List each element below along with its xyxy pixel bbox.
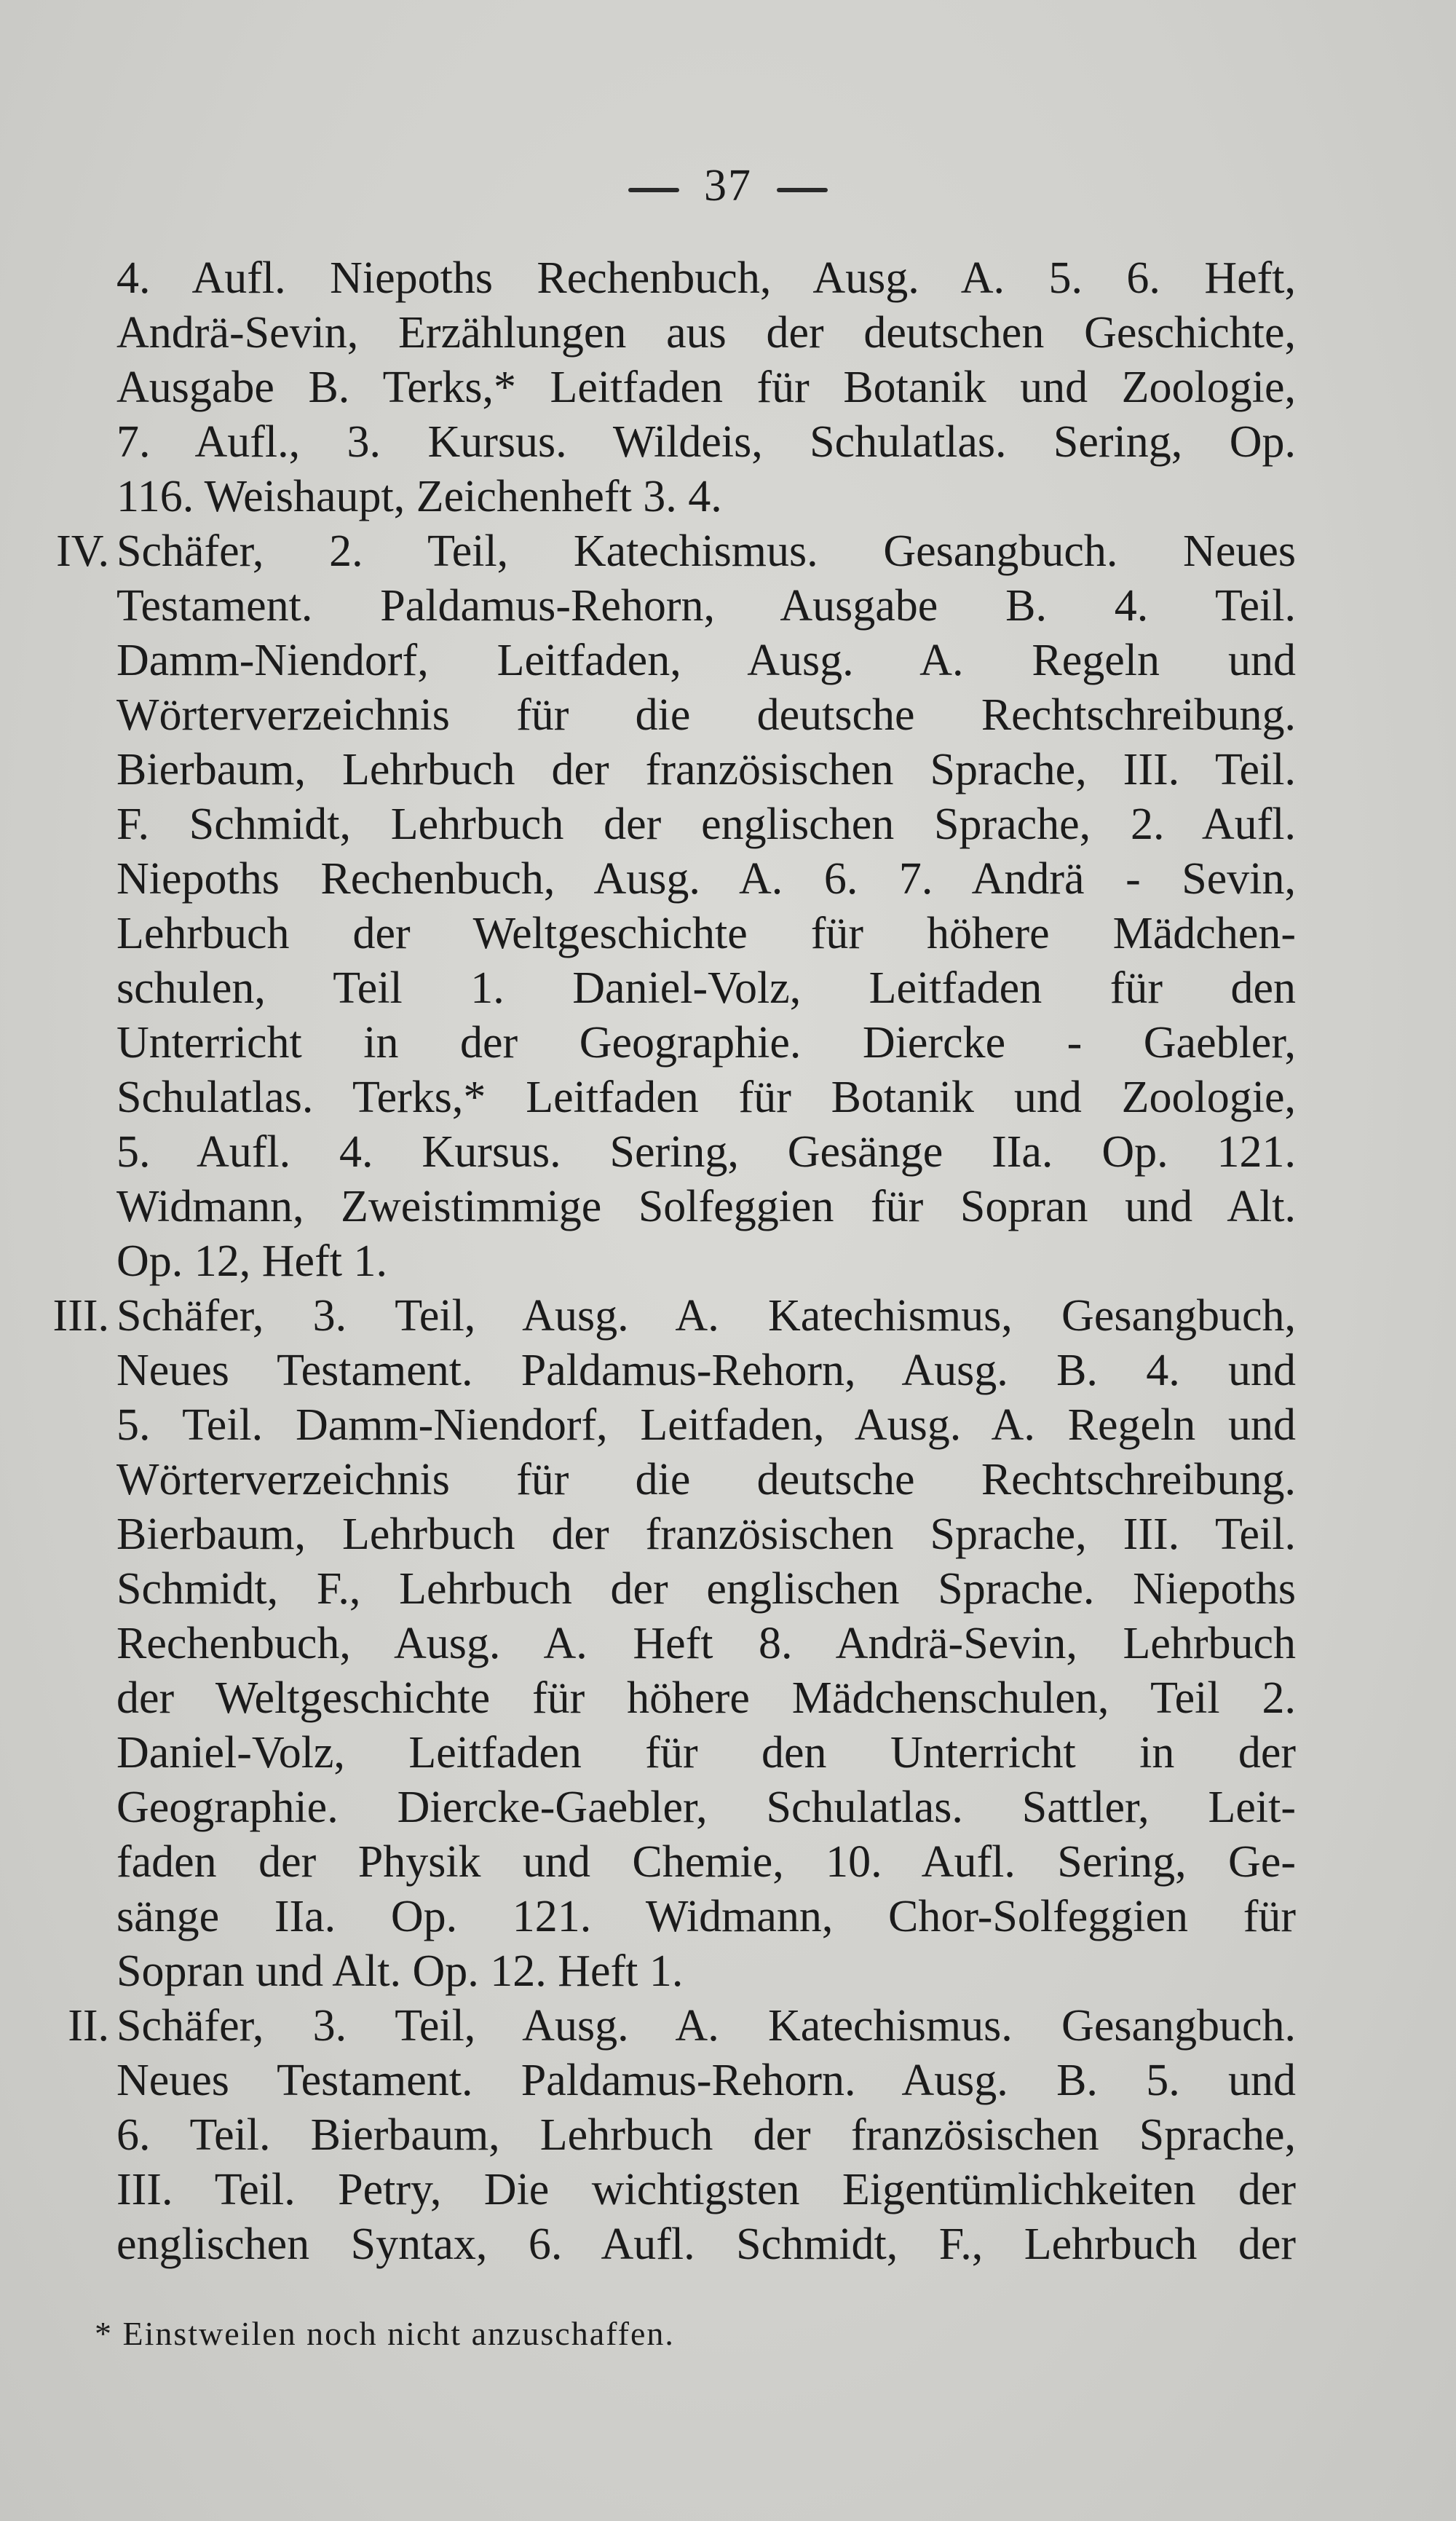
text-line: 6. Teil. Bierbaum, Lehrbuch der französischen Sprache, bbox=[116, 2110, 1296, 2160]
text-row bbox=[116, 360, 1296, 415]
text-line: 4. Aufl. Niepoths Rechenbuch, Ausg. A. 5. 6. Heft, bbox=[116, 253, 1296, 303]
text-row bbox=[116, 688, 1296, 743]
text-line: 7. Aufl., 3. Kursus. Wildeis, Schulatlas. Sering, Op. bbox=[116, 417, 1296, 467]
text-row bbox=[116, 907, 1296, 961]
text-row bbox=[116, 1780, 1296, 1835]
text-row bbox=[116, 1671, 1296, 1726]
text-row bbox=[116, 1890, 1296, 1944]
text-line: 5. Aufl. 4. Kursus. Sering, Gesänge IIa. Op. 121. bbox=[116, 1127, 1296, 1177]
text-line: F. Schmidt, Lehrbuch der englischen Sprache, 2. Aufl. bbox=[116, 800, 1296, 849]
text-line: Andrä-Sevin, Erzählungen aus der deutschen Geschichte, bbox=[116, 308, 1296, 358]
text-line: sänge IIa. Op. 121. Widmann, Chor-Solfeggien für bbox=[116, 1892, 1296, 1941]
text-line: Ausgabe B. Terks,* Leitfaden für Botanik und Zoologie, bbox=[116, 363, 1296, 412]
text-row bbox=[116, 306, 1296, 360]
text-row bbox=[116, 1562, 1296, 1617]
text-line: Schäfer, 2. Teil, Katechismus. Gesangbuch. Neues bbox=[116, 526, 1296, 576]
text-line: schulen, Teil 1. Daniel-Volz, Leitfaden für den bbox=[116, 963, 1296, 1013]
text-line: Damm-Niendorf, Leitfaden, Ausg. A. Regeln und bbox=[116, 636, 1296, 685]
text-row bbox=[116, 634, 1296, 688]
text-row bbox=[56, 524, 1296, 579]
text-line: 116. Weishaupt, Zeichenheft 3. 4. bbox=[116, 472, 722, 521]
text-line: Geographie. Diercke-Gaebler, Schulatlas. Sattler, Leit- bbox=[116, 1783, 1296, 1832]
text-line: Neues Testament. Paldamus-Rehorn, Ausg. B. 4. und bbox=[116, 1346, 1296, 1395]
text-row bbox=[116, 1234, 1296, 1289]
text-row bbox=[116, 1398, 1296, 1453]
text-line: faden der Physik und Chemie, 10. Aufl. Sering, Ge- bbox=[116, 1837, 1296, 1887]
body-text bbox=[52, 251, 1296, 2272]
class-marker: IV. bbox=[56, 526, 109, 576]
text-row bbox=[116, 1617, 1296, 1671]
text-row bbox=[116, 1453, 1296, 1507]
text-row bbox=[116, 251, 1296, 306]
text-row bbox=[116, 797, 1296, 852]
text-line: Schäfer, 3. Teil, Ausg. A. Katechismus. Gesangbuch. bbox=[116, 2001, 1296, 2051]
text-line: Unterricht in der Geographie. Diercke - Gaebler, bbox=[116, 1018, 1296, 1068]
text-line: Niepoths Rechenbuch, Ausg. A. 6. 7. Andrä - Sevin, bbox=[116, 854, 1296, 904]
text-row bbox=[116, 1016, 1296, 1070]
text-line: Bierbaum, Lehrbuch der französischen Sprache, III. Teil. bbox=[116, 1510, 1296, 1559]
text-row bbox=[116, 415, 1296, 470]
text-line: Bierbaum, Lehrbuch der französischen Sprache, III. Teil. bbox=[116, 745, 1296, 794]
text-row bbox=[116, 2054, 1296, 2108]
text-row bbox=[52, 1289, 1296, 1344]
text-row bbox=[116, 961, 1296, 1016]
text-row bbox=[116, 1070, 1296, 1125]
text-row bbox=[116, 2163, 1296, 2217]
text-line: englischen Syntax, 6. Aufl. Schmidt, F., Lehrbuch der bbox=[116, 2220, 1296, 2269]
right-dash-ornament bbox=[777, 188, 828, 192]
text-line: 5. Teil. Damm-Niendorf, Leitfaden, Ausg. A. Regeln und bbox=[116, 1400, 1296, 1450]
text-line: Testament. Paldamus-Rehorn, Ausgabe B. 4. Teil. bbox=[116, 581, 1296, 631]
text-row bbox=[116, 2217, 1296, 2272]
text-row bbox=[116, 1507, 1296, 1562]
text-row bbox=[116, 2108, 1296, 2163]
text-row bbox=[116, 1344, 1296, 1398]
text-row bbox=[116, 852, 1296, 907]
page-number-header bbox=[0, 160, 1456, 212]
text-line: Op. 12, Heft 1. bbox=[116, 1236, 387, 1286]
text-line: Rechenbuch, Ausg. A. Heft 8. Andrä-Sevin, Lehrbuch bbox=[116, 1619, 1296, 1668]
text-line: Wörterverzeichnis für die deutsche Rechtschreibung. bbox=[116, 690, 1296, 740]
text-line: Sopran und Alt. Op. 12. Heft 1. bbox=[116, 1946, 684, 1996]
text-line: der Weltgeschichte für höhere Mädchenschulen, Teil 2. bbox=[116, 1673, 1296, 1723]
text-row bbox=[116, 1180, 1296, 1234]
text-row bbox=[116, 743, 1296, 797]
text-row bbox=[116, 1944, 1296, 1999]
text-line: Schäfer, 3. Teil, Ausg. A. Katechismus, Gesangbuch, bbox=[116, 1291, 1296, 1341]
text-line: Wörterverzeichnis für die deutsche Rechtschreibung. bbox=[116, 1455, 1296, 1504]
text-line: Neues Testament. Paldamus-Rehorn. Ausg. B. 5. und bbox=[116, 2056, 1296, 2105]
class-marker: II. bbox=[68, 2001, 109, 2051]
text-line: Daniel-Volz, Leitfaden für den Unterricht in der bbox=[116, 1728, 1296, 1778]
text-line: Schmidt, F., Lehrbuch der englischen Sprache. Niepoths bbox=[116, 1564, 1296, 1614]
text-row bbox=[116, 1125, 1296, 1180]
text-row bbox=[116, 1835, 1296, 1890]
text-row bbox=[68, 1999, 1296, 2054]
left-dash-ornament bbox=[628, 188, 679, 192]
text-line: III. Teil. Petry, Die wichtigsten Eigentümlichkeiten der bbox=[116, 2165, 1296, 2214]
text-row bbox=[116, 470, 1296, 524]
class-marker: III. bbox=[52, 1291, 109, 1341]
text-line: Widmann, Zweistimmige Solfeggien für Sopran und Alt. bbox=[116, 1182, 1296, 1231]
text-line: Lehrbuch der Weltgeschichte für höhere Mädchen- bbox=[116, 909, 1296, 958]
footnote: * Einstweilen noch nicht anzuschaffen. bbox=[95, 2315, 675, 2352]
page-number: 37 bbox=[704, 161, 752, 210]
text-row bbox=[116, 579, 1296, 634]
text-row bbox=[116, 1726, 1296, 1780]
text-line: Schulatlas. Terks,* Leitfaden für Botanik und Zoologie, bbox=[116, 1073, 1296, 1122]
